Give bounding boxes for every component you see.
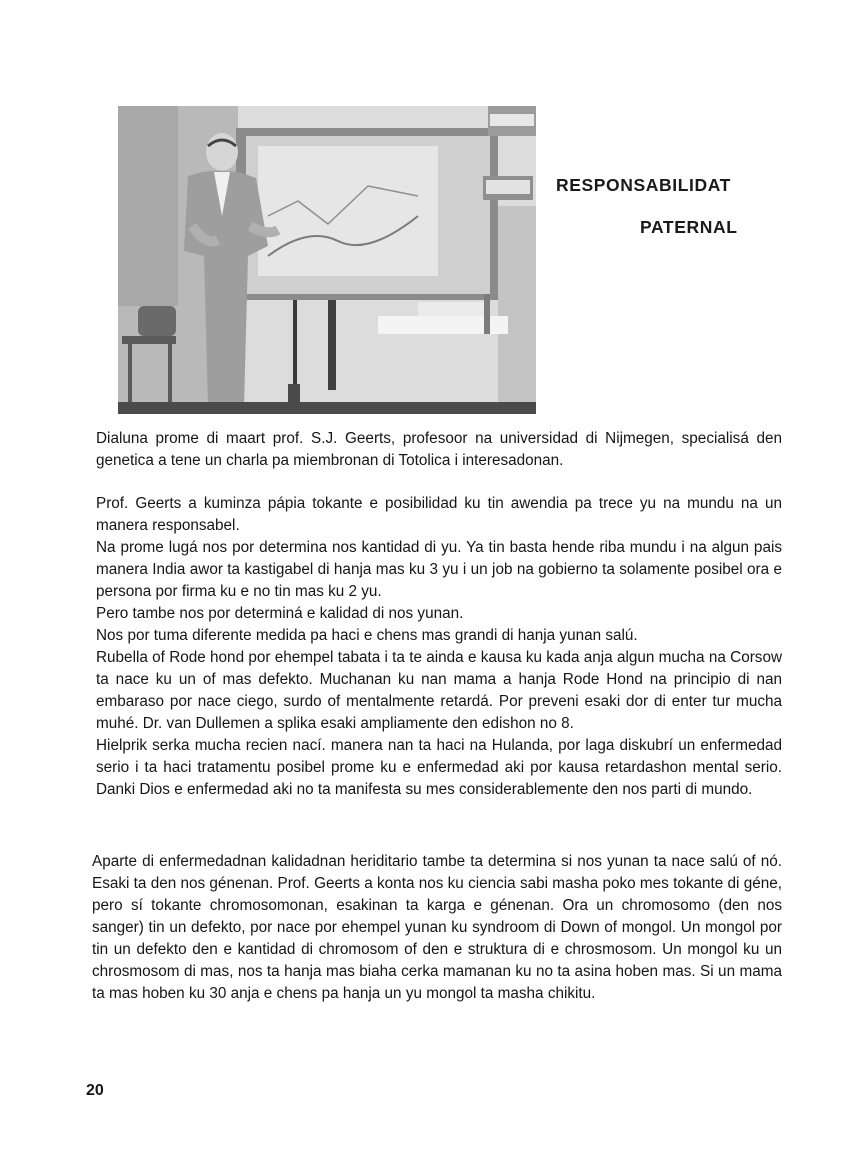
lecture-photo-illustration — [118, 106, 536, 414]
main-paragraph-block — [96, 493, 782, 801]
paragraph: Hielprik serka mucha recien nací. manera nan ta haci na Hulanda, por laga diskubrí un enfermedad serio i ta haci tratamentu posibel prome ku e enfermedad aki por kausa retardashon mental serio. Danki Dios e enfermedad aki no ta manifesta su mes considerablemente den nos parti di mundo. — [96, 737, 782, 798]
paragraph: Prof. Geerts a kuminza pápia tokante e posibilidad ku tin awendia pa trece yu na mundu na un manera responsabel. — [96, 495, 782, 534]
page-number: 20 — [86, 1082, 104, 1099]
paragraph: Na prome lugá nos por determina nos kantidad di yu. Ya tin basta hende riba mundu i na algun pais manera India awor ta kastigabel di hanja mas ku 3 yu i un job na gobierno ta solamente posibel ora e persona por firma ku e no tin mas ku 2 yu. — [96, 539, 782, 600]
genetics-paragraph-block — [92, 851, 782, 1005]
paragraph: Dialuna prome di maart prof. S.J. Geerts, profesoor na universidad di Nijmegen, specialisá den genetica a tene un charla pa miembronan di Totolica i interesadonan. — [96, 430, 782, 469]
paragraph: Nos por tuma diferente medida pa haci e chens mas grandi di hanja yunan salú. — [96, 627, 638, 644]
article-title-line1: RESPONSABILIDAT — [556, 175, 731, 195]
paragraph: Rubella of Rode hond por ehempel tabata i ta te ainda e kausa ku kada anja algun mucha na Corsow ta nace ku un of mas defekto. Muchanan ku nan mama a hanja Rode Hond na principio di nan embaraso por nace ciego, surdo of mentalmente retardá. Por preveni esaki dor di enter tur mucha muhé. Dr. van Dullemen a splika esaki ampliamente den edishon no 8. — [96, 649, 782, 732]
paragraph: Aparte di enfermedadnan kalidadnan heriditario tambe ta determina si nos yunan ta nace salú of nó. Esaki ta den nos génenan. Prof. Geerts a konta nos ku ciencia sabi masha poko mes tokante di géne, pero sí tokante chromosomonan, esakinan ta karga e génenan. Ora un chromosomo (den nos sanger) tin un defekto, por nace por ehempel yunan ku syndroom di Down of mongol. Un mongol por tin un defekto den e kantidad di chromosom of den e struktura di e chrosmosom. Un mongol ku un chrosmosom di mas, nos ta hanja mas biaha cerka mamanan ku no ta asina hoben mas. Si un mama ta mas hoben ku 30 anja e chens pa hanja un yu mongol ta masha chikitu. — [92, 853, 782, 1002]
intro-paragraph-block — [96, 428, 782, 472]
paragraph: Pero tambe nos por determiná e kalidad di nos yunan. — [96, 605, 464, 622]
lecture-photo — [118, 106, 536, 414]
article-title-line2: PATERNAL — [640, 217, 738, 237]
